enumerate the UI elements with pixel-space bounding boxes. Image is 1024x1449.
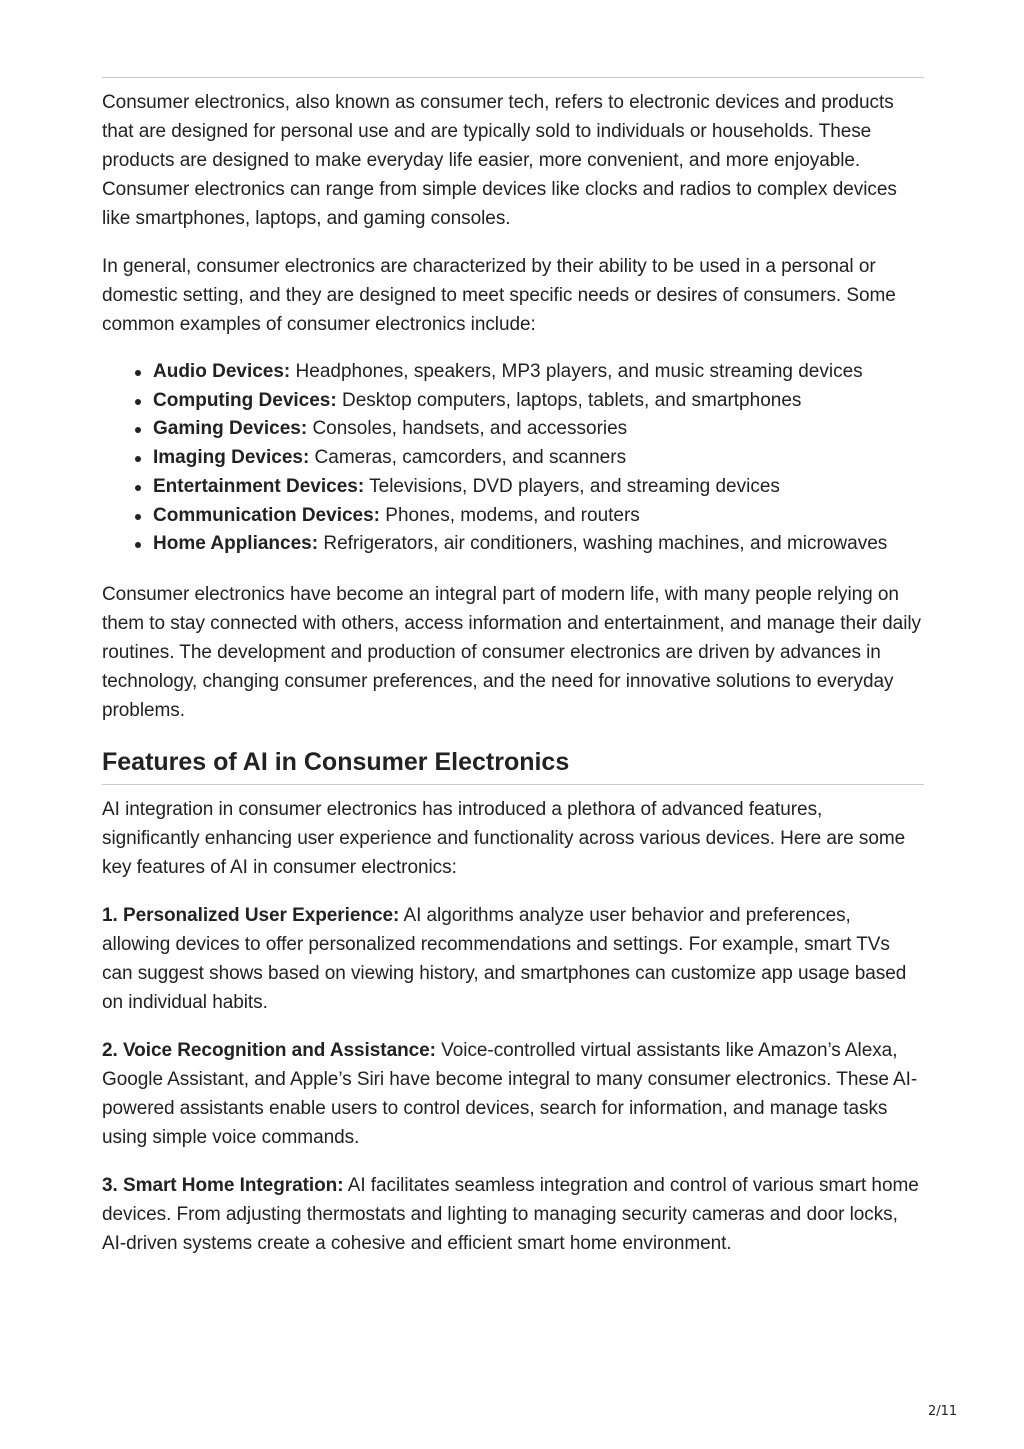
list-item [153,502,924,531]
list-item-term: Audio Devices: [153,361,291,382]
intro-paragraph-2: In general, consumer electronics are characterized by their ability to be used in a personal or domestic setting, and they are designed to meet specific needs or desires of consumers. Some common examples of consumer electronics include: [102,256,896,335]
feature-title: 2. Voice Recognition and Assistance: [102,1039,436,1061]
page-number: 2/11 [928,1404,958,1419]
list-item-term: Entertainment Devices: [153,475,365,497]
section-heading: Features of AI in Consumer Electronics [102,744,924,785]
feature-paragraph [102,1171,924,1258]
examples-list [102,358,924,559]
article-body [102,88,924,1277]
feature-paragraph [102,1036,924,1152]
feature-text: AI facilitates seamless integration and control of various smart home devices. From adjusting thermostats and lighting to managing security cameras and door locks, AI-driven systems create a cohesive and efficient smart home environment. [102,1174,919,1254]
closing-paragraph: Consumer electronics have become an integral part of modern life, with many people relying on them to stay connected with others, access information and entertainment, and manage their daily routines. The development and production of consumer electronics are driven by advances in technology, changing consumer preferences, and the need for innovative solutions to everyday problems. [102,583,921,721]
feature-title: 1. Personalized User Experience: [102,904,400,926]
feature-text: Voice-controlled virtual assistants like Amazon’s Alexa, Google Assistant, and Apple’s Siri have become integral to many consumer electronics. These AI-powered assistants enable users to control devices, search for information, and manage tasks using simple voice commands. [102,1039,918,1148]
intro-paragraph-1: Consumer electronics, also known as consumer tech, refers to electronic devices and products that are designed for personal use and are typically sold to individuals or households. These products are designed to make everyday life easier, more convenient, and more enjoyable. Consumer electronics can range from simple devices like clocks and radios to complex devices like smartphones, laptops, and gaming consoles. [102,92,897,229]
list-item-text: Refrigerators, air conditioners, washing machines, and microwaves [318,533,888,555]
list-item [153,415,924,444]
feature-paragraph [102,901,924,1017]
list-item-text: Headphones, speakers, MP3 players, and music streaming devices [290,361,863,382]
list-item-text: Phones, modems, and routers [380,504,640,526]
list-item [153,473,924,502]
list-item-term: Home Appliances: [153,533,319,555]
list-item [153,444,924,473]
list-item-text: Televisions, DVD players, and streaming devices [364,475,780,497]
feature-text: AI algorithms analyze user behavior and preferences, allowing devices to offer personalized recommendations and settings. For example, smart TVs can suggest shows based on viewing history, and smartphones can customize app usage based on individual habits. [102,904,907,1013]
list-item-term: Gaming Devices: [153,418,308,440]
list-item-term: Computing Devices: [153,389,337,411]
list-item-text: Desktop computers, laptops, tablets, and smartphones [336,389,802,411]
list-item-text: Consoles, handsets, and accessories [307,418,628,440]
top-divider [102,77,924,78]
list-item [153,358,924,387]
list-item-term: Communication Devices: [153,504,380,526]
list-item-text: Cameras, camcorders, and scanners [309,447,627,469]
list-item [153,387,924,416]
feature-title: 3. Smart Home Integration: [102,1174,344,1196]
features-intro-paragraph: AI integration in consumer electronics has introduced a plethora of advanced features, significantly enhancing user experience and functionality across various devices. Here are some key features of AI in consumer electronics: [102,798,906,878]
list-item-term: Imaging Devices: [153,447,310,469]
list-item [153,530,924,559]
